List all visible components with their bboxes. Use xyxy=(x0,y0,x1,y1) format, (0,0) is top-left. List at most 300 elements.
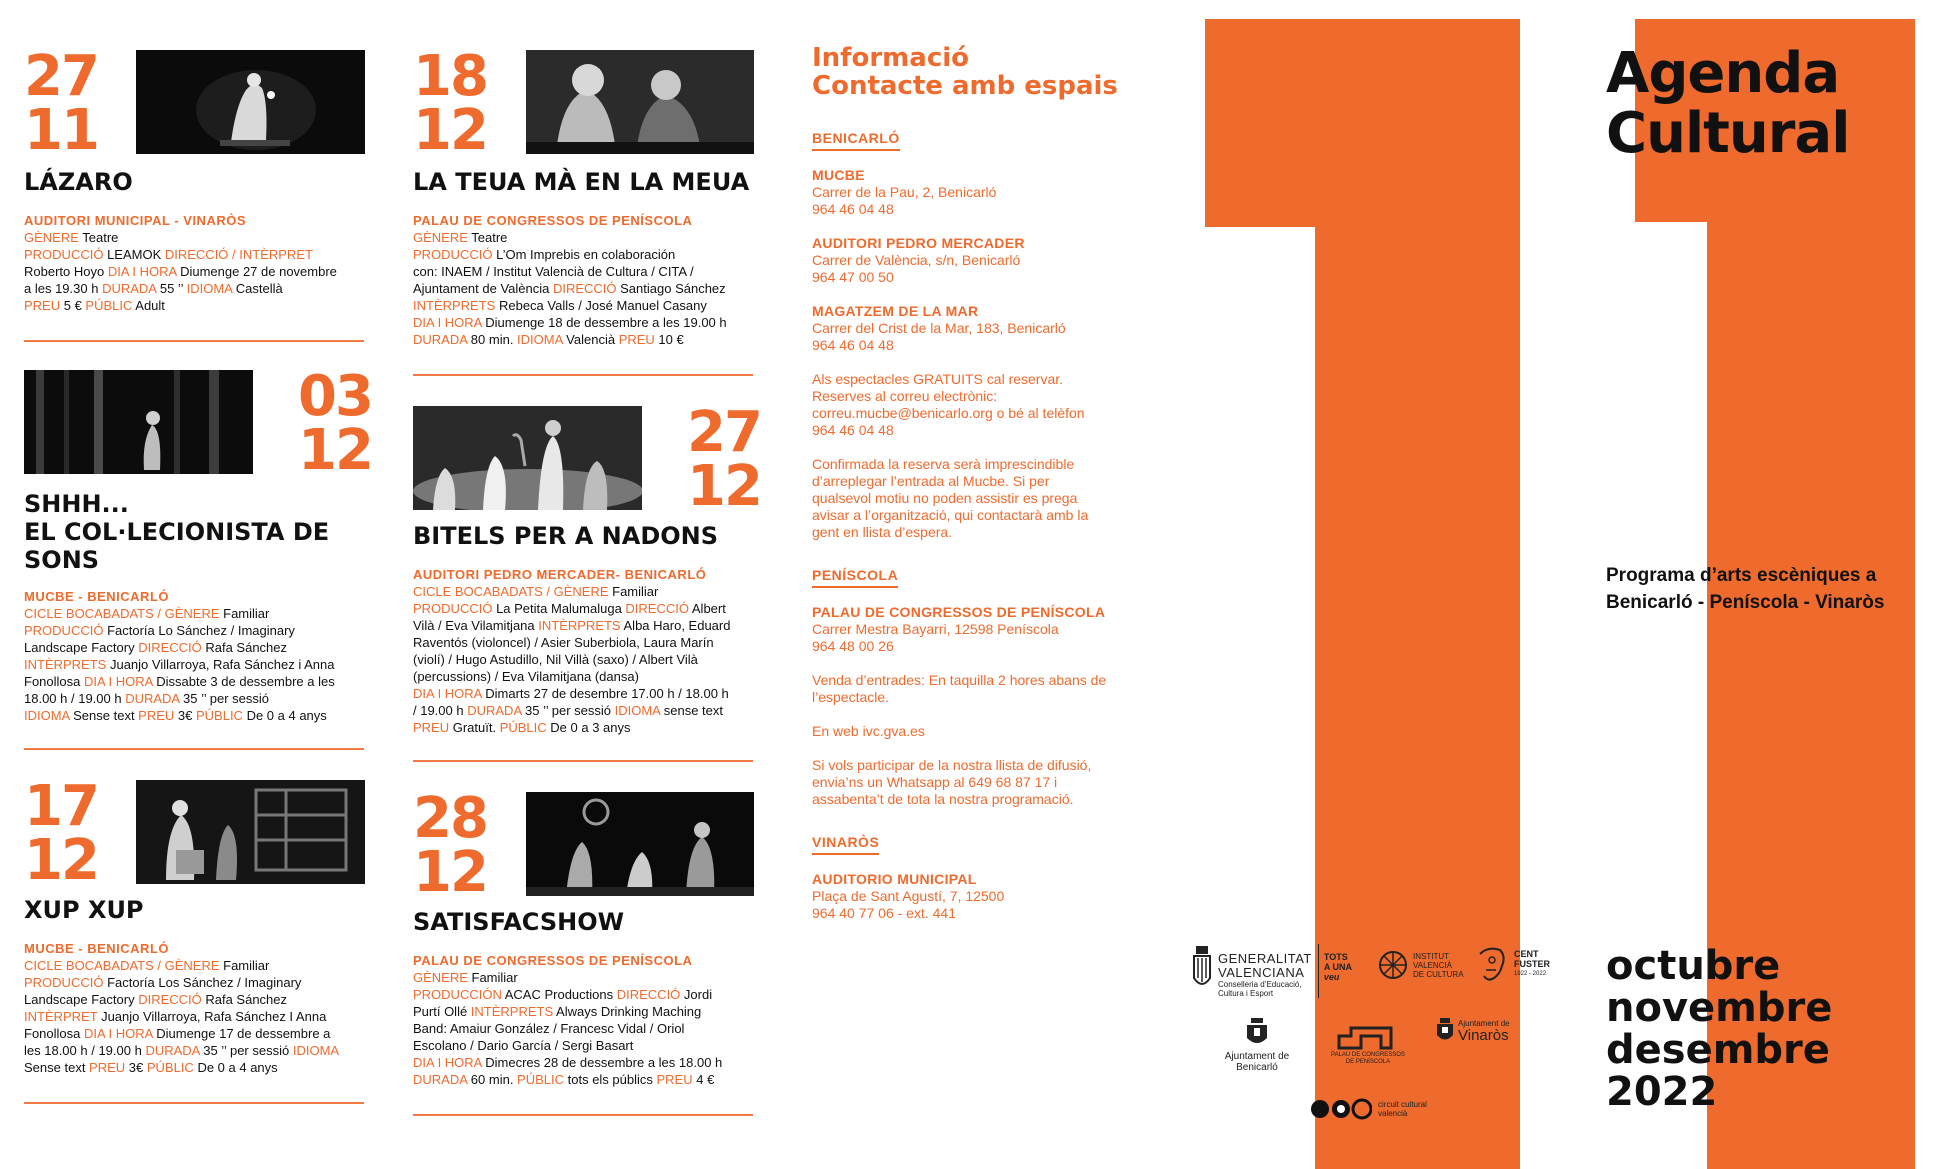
detail-value: Ajuntament de València xyxy=(413,281,553,296)
event-title-line: SHHH... xyxy=(24,490,129,518)
event-detail-line xyxy=(413,1054,758,1071)
logo-text: Ajuntament de xyxy=(1458,1018,1510,1028)
detail-value: L’Om Imprebis en colaboración xyxy=(496,247,676,262)
event-day: 27 xyxy=(24,44,98,109)
event-detail-line xyxy=(413,1003,758,1020)
event-photo xyxy=(24,370,253,474)
event-detail-line xyxy=(413,702,758,719)
event-day: 17 xyxy=(24,774,98,839)
detail-key: INTÈRPRETS xyxy=(413,298,499,313)
detail-key: PÚBLIC xyxy=(499,720,551,735)
event-photo xyxy=(526,50,754,154)
detail-key: PREU xyxy=(618,332,659,347)
event-venue: PALAU DE CONGRESSOS DE PENÍSCOLA xyxy=(413,213,693,228)
photo-shhh xyxy=(24,370,253,474)
detail-value: Albert xyxy=(691,601,726,616)
venue-name: AUDITORI PEDRO MERCADER xyxy=(812,235,1025,251)
venue-block xyxy=(812,604,1152,655)
detail-key: PRODUCCIÓ xyxy=(413,247,497,262)
detail-value: (percussions) / Eva Vilamitjana (dansa) xyxy=(413,669,639,684)
town-heading: BENICARLÓ xyxy=(812,130,900,151)
detail-key: PRODUCCIÓN xyxy=(413,987,505,1002)
note-line: d’arreplegar l’entrada al Mucbe. Si per xyxy=(812,473,1050,489)
detail-value: Dissabte 3 de dessembre a les xyxy=(156,674,335,689)
detail-value: 18.00 h / 19.00 h xyxy=(24,691,126,706)
venue-address: Carrer del Crist de la Mar, 183, Benicarló xyxy=(812,320,1066,336)
event-detail-line xyxy=(413,969,758,986)
event-detail-line xyxy=(24,1042,369,1059)
detail-value: Teatre xyxy=(82,230,119,245)
venue-address: Carrer de la Pau, 2, Benicarló xyxy=(812,184,997,200)
note-line: Venda d’entrades: En taquilla 2 hores abans de xyxy=(812,672,1107,688)
web-note xyxy=(812,723,1152,740)
detail-key: PRODUCCIÓ xyxy=(24,247,108,262)
event-detail-line xyxy=(413,1071,758,1088)
detail-value: Rafa Sánchez xyxy=(205,992,288,1007)
event-title-line: XUP XUP xyxy=(24,896,144,924)
detail-value: Raventós (violoncel) / Asier Suberbiola, Laura Marín xyxy=(413,635,714,650)
detail-key: PÚBLIC xyxy=(85,298,136,313)
logo-text: Ajuntament de xyxy=(1224,1051,1290,1062)
detail-value: Factoría Lo Sánchez / Imaginary xyxy=(107,623,295,638)
note-line: Confirmada la reserva serà imprescindible xyxy=(812,456,1075,472)
event-detail-line xyxy=(413,280,758,297)
reservation-note xyxy=(812,371,1152,439)
event-detail-line xyxy=(24,1059,369,1076)
cover-month: desembre xyxy=(1606,1027,1830,1073)
info-title-line: Contacte amb espais xyxy=(812,71,1118,101)
event-title-line: SATISFACSHOW xyxy=(413,908,625,936)
event-detail-line xyxy=(413,634,758,651)
event-detail-line xyxy=(24,1008,369,1025)
detail-value: Dimecres 28 de dessembre a les 18.00 h xyxy=(485,1055,723,1070)
reservation-confirmation-note xyxy=(812,456,1152,541)
cover-month: novembre xyxy=(1606,985,1833,1031)
detail-value: les 18.00 h / 19.00 h xyxy=(24,1043,146,1058)
detail-value: Roberto Hoyo xyxy=(24,264,108,279)
event-venue: MUCBE - BENICARLÓ xyxy=(24,941,169,956)
detail-value: Gratuït. xyxy=(452,720,500,735)
web-link[interactable]: En web ivc.gva.es xyxy=(812,723,925,739)
note-line: 964 46 04 48 xyxy=(812,422,894,438)
vinaros-text xyxy=(1458,1019,1510,1044)
event-detail-lines xyxy=(413,583,758,736)
logo-text: A UNA xyxy=(1323,962,1353,972)
event-title-line: LÁZARO xyxy=(24,168,133,196)
detail-value: Band: Amaiur González / Francesc Vidal / Oriol xyxy=(413,1021,685,1036)
detail-key: PÚBLIC xyxy=(146,1060,198,1075)
event-details xyxy=(24,212,369,314)
ivc-text xyxy=(1413,952,1464,979)
detail-value: (violí) / Hugo Astudillo, Nil Villà (saxo) / Albert Vilà xyxy=(413,652,698,667)
photo-satisfacshow xyxy=(526,792,754,896)
event-detail-line xyxy=(24,605,369,622)
info-title xyxy=(812,44,1152,100)
detail-value: Castellà xyxy=(235,281,283,296)
event-detail-lines xyxy=(24,229,369,314)
event-date xyxy=(298,364,372,483)
detail-value: Diumenge 17 de dessembre a xyxy=(156,1026,331,1041)
venue-name: AUDITORIO MUNICIPAL xyxy=(812,871,977,887)
event-detail-line xyxy=(413,986,758,1003)
event-title-line: LA TEUA MÀ EN LA MEUA xyxy=(413,168,750,196)
event-detail-line xyxy=(24,707,369,724)
circuit-text xyxy=(1378,1100,1427,1118)
event-title xyxy=(413,522,718,550)
detail-value: Alba Haro, Eduard xyxy=(623,618,731,633)
event-details xyxy=(413,952,758,1088)
separator-line xyxy=(24,1102,364,1104)
section-benicarlo xyxy=(812,130,1152,541)
detail-key: GÈNERE xyxy=(413,230,472,245)
note-line: Als espectacles GRATUITS cal reservar. xyxy=(812,371,1064,387)
detail-key: DURADA xyxy=(467,703,526,718)
venue-address: Carrer Mestra Bayarri, 12598 Peníscola xyxy=(812,621,1059,637)
venue-phone[interactable]: 964 48 00 26 xyxy=(812,638,894,654)
cover-subtitle xyxy=(1606,562,1906,616)
cover-title-line: Cultural xyxy=(1606,101,1850,166)
ticket-note xyxy=(812,672,1152,706)
detail-key: GÈNERE xyxy=(24,230,83,245)
detail-key: PREU xyxy=(413,720,453,735)
event-month: 12 xyxy=(413,840,487,905)
detail-key: PREU xyxy=(24,298,64,313)
event-title-line: BITELS PER A NADONS xyxy=(413,522,719,550)
detail-value: 55 ’’ xyxy=(159,281,187,296)
venue-phone[interactable]: 964 46 04 48 xyxy=(812,201,894,217)
event-detail-lines xyxy=(413,969,758,1088)
cover-months xyxy=(1606,945,1832,1113)
detail-value: La Petita Malumaluga xyxy=(496,601,626,616)
detail-key: CICLE BOCABADATS / GÈNERE xyxy=(24,958,224,973)
detail-value: Rebeca Valls / José Manuel Casany xyxy=(498,298,707,313)
detail-value: Escolano / Dario García / Sergi Basart xyxy=(413,1038,634,1053)
detail-value: / 19.00 h xyxy=(413,703,468,718)
event-detail-line xyxy=(24,673,369,690)
detail-value: 60 min. xyxy=(470,1072,518,1087)
venue-block xyxy=(812,235,1152,286)
separator-line xyxy=(24,340,364,342)
detail-value: Landscape Factory xyxy=(24,640,139,655)
logo-palau-peniscola xyxy=(1330,1022,1406,1066)
detail-key: INTÈRPRETS xyxy=(470,1004,557,1019)
detail-key: INTÈRPRETS xyxy=(24,657,110,672)
event-detail-line xyxy=(24,690,369,707)
detail-value: Jordi xyxy=(683,987,713,1002)
detail-value: 80 min. xyxy=(470,332,518,347)
note-line: Reserves al correu electrònic: xyxy=(812,388,998,404)
detail-value: Santiago Sánchez xyxy=(620,281,726,296)
event-detail-line xyxy=(413,1037,758,1054)
fuster-portrait-icon xyxy=(1474,944,1510,984)
note-line: qualsevol motiu no poden assistir es prega xyxy=(812,490,1078,506)
logo-ajuntament-benicarlo xyxy=(1218,1018,1296,1073)
detail-key: PRODUCCIÓ xyxy=(24,623,108,638)
venue-phone[interactable]: 964 40 77 06 - ext. 441 xyxy=(812,905,956,921)
detail-key: PREU xyxy=(656,1072,697,1087)
event-venue: AUDITORI PEDRO MERCADER- BENICARLÓ xyxy=(413,567,707,582)
logo-text: FUSTER xyxy=(1514,959,1550,969)
detail-key: CICLE BOCABADATS / GÈNERE xyxy=(413,584,613,599)
detail-key: DURADA xyxy=(145,1043,204,1058)
note-line: Si vols participar de la nostra llista de difusió, xyxy=(812,757,1092,773)
detail-key: DIA I HORA xyxy=(83,674,157,689)
logo-text: veu xyxy=(1323,972,1340,982)
venue-address: Plaça de Sant Agustí, 7, 12500 xyxy=(812,888,1005,904)
detail-key: DIA I HORA xyxy=(413,686,486,701)
detail-key: DIA I HORA xyxy=(83,1026,157,1041)
detail-key: PREU xyxy=(138,708,178,723)
detail-value: Always Drinking Maching xyxy=(556,1004,702,1019)
event-photo xyxy=(413,406,642,510)
event-date xyxy=(413,786,487,905)
section-vinaros xyxy=(812,834,1152,922)
note-line: envia’ns un Whatsapp al 649 68 87 17 i xyxy=(812,774,1058,790)
section-peniscola xyxy=(812,567,1152,808)
detail-value: tots els públics xyxy=(567,1072,657,1087)
detail-key: DIRECCIÓ xyxy=(138,640,206,655)
event-detail-line xyxy=(413,719,758,736)
detail-key: IDIOMA xyxy=(186,281,236,296)
detail-key: DIRECCIÓ xyxy=(616,987,684,1002)
detail-key: DIRECCIÓ xyxy=(552,281,621,296)
event-detail-line xyxy=(413,600,758,617)
vinaros-crest-icon xyxy=(1436,1018,1454,1044)
detail-key: IDIOMA xyxy=(292,1043,340,1058)
detail-value: Familiar xyxy=(612,584,659,599)
detail-value: Fonollosa xyxy=(24,1026,84,1041)
separator-line xyxy=(413,1114,753,1116)
event-date xyxy=(687,400,761,519)
logo-text: Cultura i Esport xyxy=(1218,989,1274,998)
event-detail-line xyxy=(24,974,369,991)
detail-value: 3€ xyxy=(128,1060,147,1075)
event-detail-line xyxy=(24,622,369,639)
detail-value: De 0 a 4 anys xyxy=(246,708,327,723)
detail-value: Diumenge 18 de dessembre a les 19.00 h xyxy=(485,315,727,330)
note-line: assabenta’t de tota la nostra programació. xyxy=(812,791,1074,807)
event-detail-line xyxy=(24,263,369,280)
detail-key: DURADA xyxy=(102,281,160,296)
detail-value: Valencià xyxy=(566,332,619,347)
event-detail-line xyxy=(24,280,369,297)
event-day: 18 xyxy=(413,44,487,109)
cover-title xyxy=(1606,41,1850,166)
note-line: avisar a l’organització, qui contactarà amb la xyxy=(812,507,1089,523)
detail-key: PRODUCCIÓ xyxy=(24,975,108,990)
venue-name: MAGATZEM DE LA MAR xyxy=(812,303,979,319)
event-detail-line xyxy=(413,246,758,263)
event-details xyxy=(413,212,758,348)
detail-key: DIA I HORA xyxy=(107,264,181,279)
event-day: 03 xyxy=(298,364,372,429)
detail-key: DURADA xyxy=(413,332,471,347)
cover-year: 2022 xyxy=(1606,1069,1718,1115)
detail-value: 5 € xyxy=(63,298,86,313)
venue-phone[interactable]: 964 47 00 50 xyxy=(812,269,894,285)
logo-ajuntament-vinaros xyxy=(1436,1018,1510,1044)
event-date xyxy=(24,44,98,163)
cover-subtitle-line: Benicarló - Peníscola - Vinaròs xyxy=(1606,592,1885,613)
event-title xyxy=(24,490,329,574)
detail-key: INTÈRPRET xyxy=(24,1009,102,1024)
detail-key: IDIOMA xyxy=(614,703,664,718)
generalitat-text xyxy=(1218,944,1312,998)
detail-key: PÚBLIC xyxy=(517,1072,568,1087)
detail-key: INTÈRPRETS xyxy=(538,618,624,633)
detail-key: IDIOMA xyxy=(24,708,74,723)
detail-value: Landscape Factory xyxy=(24,992,139,1007)
photo-la-teua-ma xyxy=(526,50,754,154)
venue-address: Carrer de València, s/n, Benicarló xyxy=(812,252,1021,268)
event-detail-line xyxy=(413,651,758,668)
logo-text: PALAU DE CONGRESSOS xyxy=(1331,1052,1405,1058)
whatsapp-note xyxy=(812,757,1152,808)
detail-value: 35 ’’ per sessió xyxy=(183,691,269,706)
event-venue: PALAU DE CONGRESSOS DE PENÍSCOLA xyxy=(413,953,693,968)
event-detail-line xyxy=(413,1020,758,1037)
logo-text: Vinaròs xyxy=(1458,1026,1509,1044)
cover-subtitle-line: Programa d’arts escèniques a xyxy=(1606,565,1877,586)
cover-title-line: Agenda xyxy=(1606,41,1840,106)
detail-key: CICLE BOCABADATS / GÈNERE xyxy=(24,606,224,621)
fuster-text xyxy=(1514,949,1550,979)
photo-xup-xup xyxy=(136,780,365,884)
event-title xyxy=(413,168,749,196)
event-detail-line xyxy=(413,617,758,634)
detail-value: Familiar xyxy=(471,970,518,985)
event-detail-lines xyxy=(24,605,369,724)
event-title xyxy=(24,168,133,196)
detail-value: Sense text xyxy=(73,708,139,723)
logo-text: CENT xyxy=(1514,949,1539,959)
event-title xyxy=(24,896,144,924)
detail-value: Vilà / Eva Vilamitjana xyxy=(413,618,539,633)
venue-block xyxy=(812,871,1152,922)
event-detail-line xyxy=(24,656,369,673)
detail-value: sense text xyxy=(663,703,724,718)
detail-key: DIRECCIÓ / INTÈRPRET xyxy=(164,247,313,262)
event-details xyxy=(24,588,369,724)
event-detail-line xyxy=(413,263,758,280)
benicarlo-crest-icon xyxy=(1245,1018,1269,1048)
photo-bitels xyxy=(413,406,642,510)
logo-generalitat xyxy=(1192,944,1352,998)
event-month: 12 xyxy=(687,454,761,519)
logo-text: 1922 - 2022 xyxy=(1514,971,1547,977)
event-title-line: SONS xyxy=(24,546,100,574)
event-detail-line xyxy=(24,991,369,1008)
detail-value: Adult xyxy=(135,298,165,313)
logo-ivc xyxy=(1378,950,1464,980)
event-detail-lines xyxy=(24,957,369,1076)
event-month: 12 xyxy=(413,98,487,163)
ivc-circle-icon xyxy=(1378,950,1408,980)
event-detail-line xyxy=(413,297,758,314)
event-photo xyxy=(136,780,365,884)
note-line: gent en llista d’espera. xyxy=(812,524,953,540)
event-detail-line xyxy=(413,583,758,600)
event-month: 11 xyxy=(24,98,98,163)
logo-text: DE CULTURA xyxy=(1413,969,1464,979)
event-venue: MUCBE - BENICARLÓ xyxy=(24,589,169,604)
info-title-line: Informació xyxy=(812,43,970,73)
detail-key: GÈNERE xyxy=(413,970,472,985)
detail-value: 35 ’’ per sessió xyxy=(525,703,615,718)
detail-value: De 0 a 3 anys xyxy=(550,720,631,735)
detail-value: Rafa Sánchez xyxy=(205,640,288,655)
detail-key: DURADA xyxy=(125,691,183,706)
detail-value: Factoría Los Sánchez / Imaginary xyxy=(107,975,302,990)
event-day: 28 xyxy=(413,786,487,851)
detail-value: Purtí Ollé xyxy=(413,1004,471,1019)
logo-text: GENERALITAT xyxy=(1218,951,1312,966)
event-venue: AUDITORI MUNICIPAL - VINARÒS xyxy=(24,213,247,228)
separator-line xyxy=(24,748,364,750)
detail-key: DURADA xyxy=(413,1072,471,1087)
detail-value: Juanjo Villarroya, Rafa Sánchez i Anna xyxy=(109,657,335,672)
venue-name: MUCBE xyxy=(812,167,865,183)
event-day: 27 xyxy=(687,400,761,465)
event-detail-line xyxy=(413,229,758,246)
detail-key: DIRECCIÓ xyxy=(625,601,692,616)
logo-circuit-cultural xyxy=(1310,1098,1427,1120)
detail-value: Teatre xyxy=(471,230,508,245)
detail-value: Dimarts 27 de desembre 17.00 h / 18.00 h xyxy=(485,686,729,701)
event-month: 12 xyxy=(298,418,372,483)
logo-cent-fuster xyxy=(1474,944,1550,984)
event-photo xyxy=(526,792,754,896)
logo-text: TOTS xyxy=(1323,952,1348,962)
logo-text: Benicarló xyxy=(1236,1062,1278,1073)
venue-block xyxy=(812,167,1152,218)
event-detail-line xyxy=(24,246,369,263)
logo-text: DE PENÍSCOLA xyxy=(1345,1059,1391,1065)
detail-value: Diumenge 27 de novembre xyxy=(180,264,337,279)
event-detail-line xyxy=(413,314,758,331)
detail-value: De 0 a 4 anys xyxy=(197,1060,278,1075)
note-email[interactable]: correu.mucbe@benicarlo.org o bé al telèfon xyxy=(812,405,1085,421)
event-detail-line xyxy=(413,668,758,685)
detail-key: DIA I HORA xyxy=(413,315,486,330)
event-detail-line xyxy=(413,685,758,702)
detail-value: 4 € xyxy=(696,1072,715,1087)
event-title xyxy=(413,908,624,936)
photo-lazaro xyxy=(136,50,365,154)
detail-key: PREU xyxy=(89,1060,129,1075)
detail-value: Familiar xyxy=(223,606,270,621)
palau-congressos-icon xyxy=(1337,1022,1399,1050)
info-column xyxy=(812,44,1152,939)
note-line: l’espectacle. xyxy=(812,689,890,705)
venue-block xyxy=(812,303,1152,354)
event-detail-line xyxy=(24,229,369,246)
logo-text: Conselleria d’Educació, xyxy=(1218,980,1302,989)
detail-key: PÚBLIC xyxy=(195,708,247,723)
detail-value: 10 € xyxy=(658,332,684,347)
logo-text: VALENCIÀ xyxy=(1413,960,1452,970)
separator-line xyxy=(413,760,753,762)
separator-line xyxy=(413,374,753,376)
event-details xyxy=(413,566,758,736)
detail-value: Sense text xyxy=(24,1060,90,1075)
detail-value: Familiar xyxy=(223,958,270,973)
event-date xyxy=(24,774,98,893)
logo-text: valencià xyxy=(1378,1109,1408,1118)
venue-phone[interactable]: 964 46 04 48 xyxy=(812,337,894,353)
event-detail-line xyxy=(24,957,369,974)
event-detail-line xyxy=(413,331,758,348)
